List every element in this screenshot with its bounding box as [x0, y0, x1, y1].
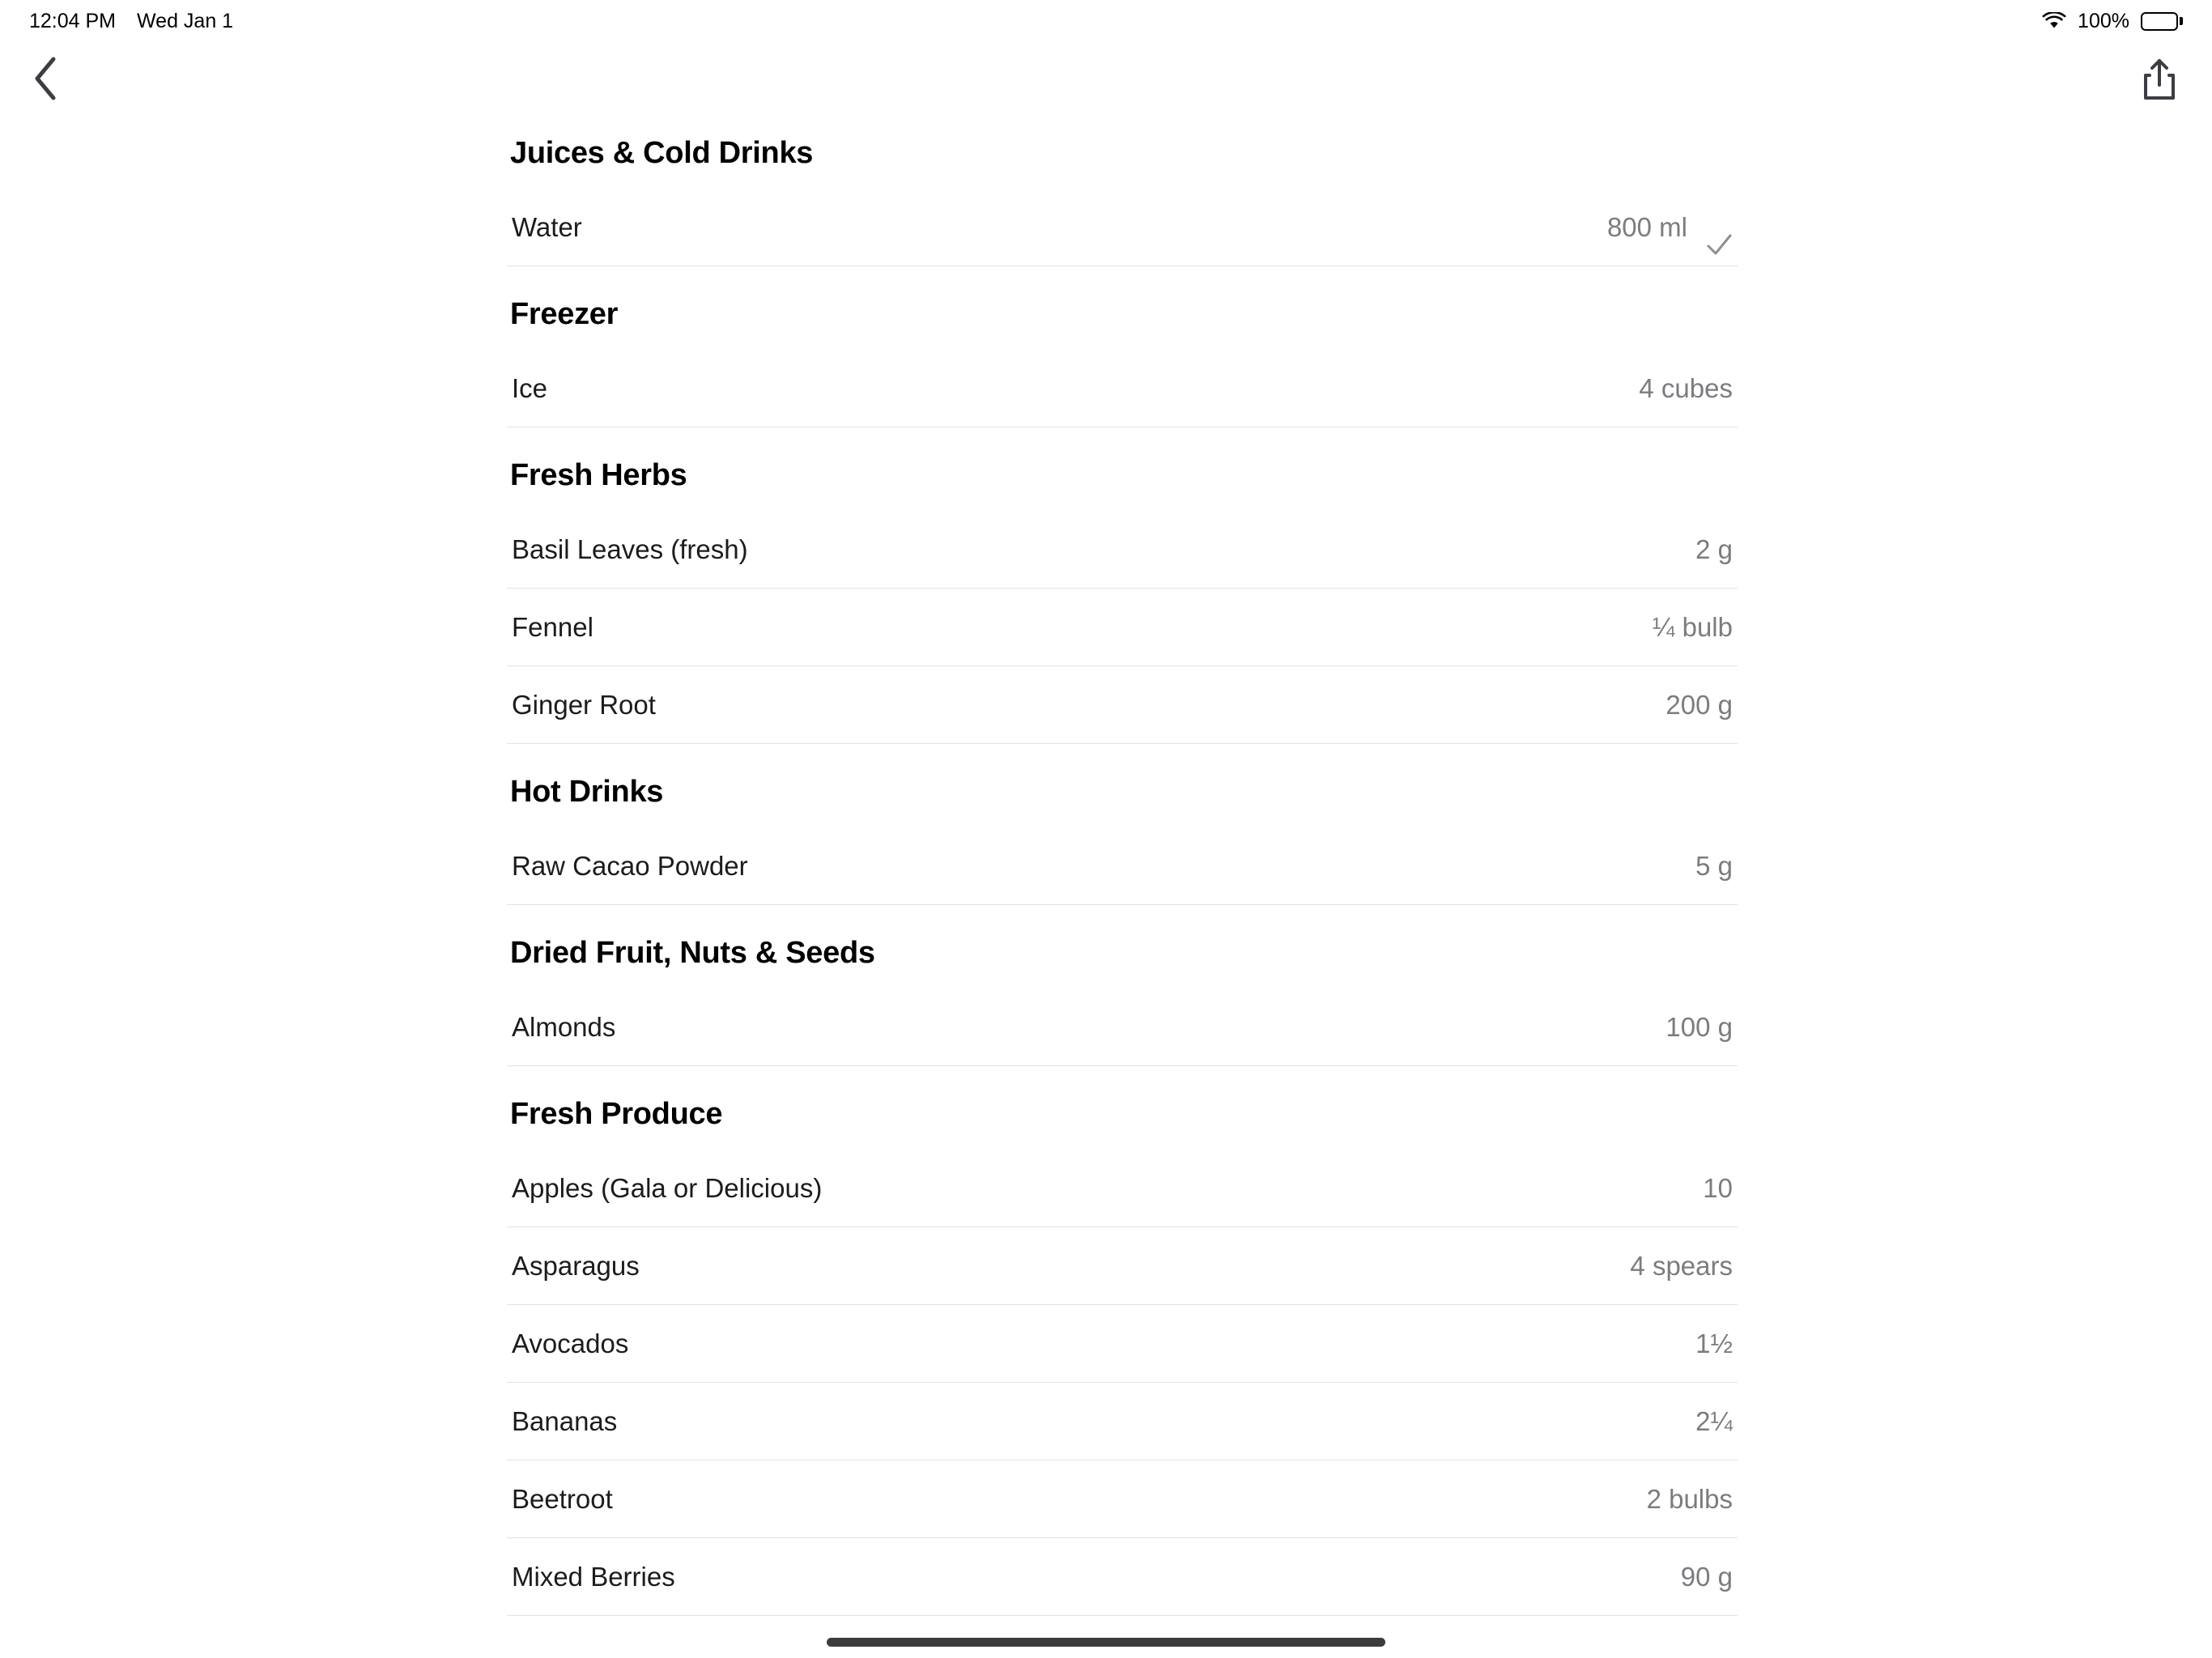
list-item-right: [1653, 589, 1733, 666]
list-item-right: [1665, 988, 1733, 1066]
list-item-name: Mixed Berries: [512, 1562, 675, 1592]
list-item[interactable]: [507, 988, 1738, 1066]
share-icon: [2142, 57, 2177, 105]
list-item[interactable]: [507, 1383, 1738, 1460]
list-item-quantity: 800 ml: [1606, 212, 1687, 242]
list-item-name: Bananas: [512, 1406, 618, 1436]
list-item-right: [1681, 1538, 1733, 1616]
list-item-quantity: 2 bulbs: [1646, 1484, 1733, 1514]
home-indicator: [827, 1638, 1385, 1647]
back-button[interactable]: [18, 52, 74, 108]
list-item-name: Basil Leaves (fresh): [512, 534, 748, 564]
list-item-right: [1639, 350, 1733, 427]
list-section: [507, 427, 1738, 744]
list-item-name: Fennel: [512, 612, 593, 642]
list-item-quantity: 2¼: [1695, 1406, 1733, 1436]
list-item[interactable]: [507, 1227, 1738, 1305]
shopping-list-scroll-area[interactable]: [0, 113, 2212, 1658]
section-header: Fresh Produce: [510, 1097, 723, 1131]
shopping-list: [474, 113, 1738, 1616]
navigation-bar: [0, 42, 2212, 123]
wifi-icon: [2042, 12, 2066, 30]
list-item-quantity: 1½: [1695, 1329, 1733, 1358]
section-header: Freezer: [510, 297, 619, 331]
section-header: Juices & Cold Drinks: [510, 136, 814, 170]
list-item-quantity: 2 g: [1695, 534, 1733, 564]
list-item[interactable]: [507, 1150, 1738, 1227]
list-item-name: Ginger Root: [512, 690, 656, 720]
status-bar-right: [2042, 10, 2183, 33]
list-item-right: [1695, 1305, 1733, 1383]
list-item-name: Raw Cacao Powder: [512, 851, 748, 881]
list-section: [507, 905, 1738, 1066]
list-item-name: Almonds: [512, 1012, 616, 1042]
list-section: [507, 266, 1738, 427]
list-item-right: [1647, 1460, 1733, 1538]
list-item[interactable]: [507, 827, 1738, 905]
status-bar: [0, 0, 2212, 42]
list-item-right: [1630, 1227, 1733, 1305]
list-item-quantity: 100 g: [1665, 1012, 1733, 1042]
list-section: [507, 113, 1738, 266]
list-item-quantity: 5 g: [1695, 851, 1733, 881]
list-item[interactable]: [507, 1538, 1738, 1616]
list-item[interactable]: [507, 350, 1738, 427]
list-item-name: Water: [512, 212, 582, 242]
chevron-left-icon: [32, 56, 60, 105]
list-item[interactable]: [507, 511, 1738, 589]
list-item-quantity: 10: [1703, 1173, 1733, 1203]
list-item-right: [1695, 827, 1733, 905]
list-item[interactable]: [507, 189, 1738, 266]
list-item-quantity: 4 cubes: [1639, 373, 1733, 403]
status-date: Wed Jan 1: [137, 9, 234, 32]
section-header: Fresh Herbs: [510, 458, 687, 492]
list-item[interactable]: [507, 1305, 1738, 1383]
list-item-name: Avocados: [512, 1329, 629, 1358]
list-item-quantity: 4 spears: [1630, 1251, 1733, 1281]
checkmark-icon[interactable]: [1705, 217, 1733, 244]
list-item[interactable]: [507, 1460, 1738, 1538]
list-section: [507, 744, 1738, 905]
list-item-quantity: 90 g: [1680, 1562, 1733, 1592]
list-item-right: [1607, 189, 1733, 266]
status-time: 12:04 PM: [29, 9, 117, 32]
list-item-name: Asparagus: [512, 1251, 640, 1281]
list-item-right: [1703, 1150, 1733, 1227]
status-bar-left: [29, 10, 233, 33]
section-header: Dried Fruit, Nuts & Seeds: [510, 936, 875, 970]
list-section: [507, 1066, 1738, 1616]
share-button[interactable]: [2131, 49, 2188, 113]
section-header: Hot Drinks: [510, 775, 664, 809]
list-item[interactable]: [507, 666, 1738, 744]
list-item-right: [1665, 666, 1733, 744]
list-item-name: Ice: [512, 373, 548, 403]
battery-percent-label: 100%: [2078, 9, 2129, 32]
list-item-quantity: 200 g: [1665, 690, 1733, 720]
list-item[interactable]: [507, 589, 1738, 666]
list-item-name: Beetroot: [512, 1484, 613, 1514]
list-item-right: [1695, 511, 1733, 589]
battery-icon: [2141, 12, 2183, 31]
list-item-quantity: ¼ bulb: [1652, 612, 1733, 642]
list-item-right: [1695, 1383, 1733, 1460]
list-item-name: Apples (Gala or Delicious): [512, 1173, 823, 1203]
